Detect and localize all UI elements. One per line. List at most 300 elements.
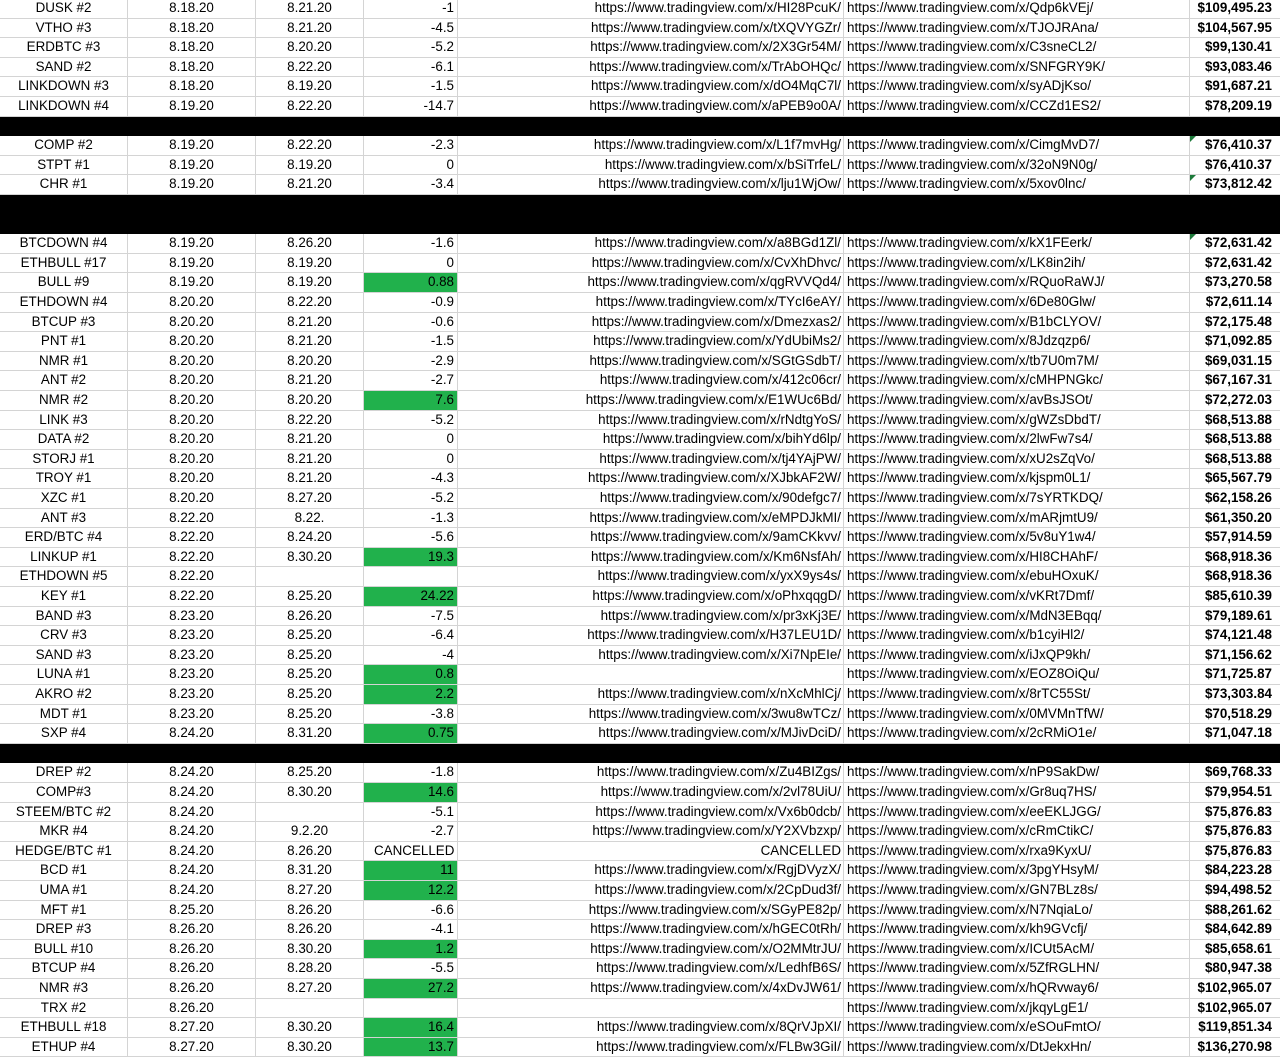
- exit-chart-link-cell[interactable]: https://www.tradingview.com/x/LK8in2ih/: [844, 254, 1190, 273]
- exit-chart-link-cell[interactable]: https://www.tradingview.com/x/GN7BLz8s/: [844, 881, 1190, 900]
- balance-cell[interactable]: $68,513.88: [1204, 431, 1272, 447]
- start-date-cell[interactable]: 8.22.20: [128, 548, 256, 567]
- table-row[interactable]: [0, 528, 1280, 548]
- exit-chart-link-cell[interactable]: https://www.tradingview.com/x/kjspm0L1/: [844, 469, 1190, 488]
- percent-change-cell[interactable]: 0: [364, 450, 458, 469]
- table-row[interactable]: [0, 685, 1280, 705]
- percent-change-cell[interactable]: 11: [364, 861, 458, 880]
- end-date-cell[interactable]: 8.21.20: [256, 0, 364, 18]
- start-date-cell[interactable]: 8.19.20: [128, 175, 256, 194]
- trade-name-cell[interactable]: DUSK #2: [0, 0, 128, 18]
- start-date-cell[interactable]: 8.18.20: [128, 58, 256, 77]
- trade-name-cell[interactable]: BULL #10: [0, 940, 128, 959]
- exit-chart-link-cell[interactable]: https://www.tradingview.com/x/nP9SakDw/: [844, 763, 1190, 782]
- exit-chart-link-cell[interactable]: https://www.tradingview.com/x/iJxQP9kh/: [844, 646, 1190, 665]
- exit-chart-link-cell[interactable]: https://www.tradingview.com/x/CimgMvD7/: [844, 136, 1190, 155]
- end-date-cell[interactable]: 8.20.20: [256, 391, 364, 410]
- table-row[interactable]: [0, 665, 1280, 685]
- exit-chart-link-cell[interactable]: https://www.tradingview.com/x/avBsJSOt/: [844, 391, 1190, 410]
- table-row[interactable]: [0, 0, 1280, 19]
- trade-name-cell[interactable]: BTCUP #4: [0, 959, 128, 978]
- percent-change-cell[interactable]: -5.2: [364, 38, 458, 57]
- entry-chart-link-cell[interactable]: https://www.tradingview.com/x/TrAbOHQc/: [458, 58, 844, 77]
- start-date-cell[interactable]: 8.23.20: [128, 685, 256, 704]
- start-date-cell[interactable]: 8.22.20: [128, 509, 256, 528]
- trade-name-cell[interactable]: ETHDOWN #5: [0, 567, 128, 586]
- balance-cell[interactable]: $88,261.62: [1204, 901, 1272, 917]
- end-date-cell[interactable]: 8.30.20: [256, 548, 364, 567]
- start-date-cell[interactable]: 8.26.20: [128, 999, 256, 1018]
- exit-chart-link-cell[interactable]: https://www.tradingview.com/x/8rTC55St/: [844, 685, 1190, 704]
- entry-chart-link-cell[interactable]: https://www.tradingview.com/x/SGyPE82p/: [458, 901, 844, 920]
- percent-change-cell[interactable]: -4.3: [364, 469, 458, 488]
- exit-chart-link-cell[interactable]: https://www.tradingview.com/x/xU2sZqVo/: [844, 450, 1190, 469]
- balance-cell[interactable]: $84,642.89: [1204, 921, 1272, 937]
- entry-chart-link-cell[interactable]: https://www.tradingview.com/x/aPEB9o0A/: [458, 97, 844, 116]
- percent-change-cell[interactable]: 14.6: [364, 783, 458, 802]
- start-date-cell[interactable]: 8.24.20: [128, 842, 256, 861]
- entry-chart-link-cell[interactable]: https://www.tradingview.com/x/Vx6b0dcb/: [458, 803, 844, 822]
- entry-chart-link-cell[interactable]: https://www.tradingview.com/x/tj4YAjPW/: [458, 450, 844, 469]
- trade-name-cell[interactable]: DREP #2: [0, 763, 128, 782]
- entry-chart-link-cell[interactable]: https://www.tradingview.com/x/rNdtgYoS/: [458, 411, 844, 430]
- table-row[interactable]: [0, 430, 1280, 450]
- trade-name-cell[interactable]: NMR #2: [0, 391, 128, 410]
- entry-chart-link-cell[interactable]: https://www.tradingview.com/x/nXcMhlCj/: [458, 685, 844, 704]
- end-date-cell[interactable]: [256, 803, 364, 822]
- percent-change-cell[interactable]: -2.7: [364, 371, 458, 390]
- entry-chart-link-cell[interactable]: https://www.tradingview.com/x/a8BGd1Zl/: [458, 234, 844, 253]
- end-date-cell[interactable]: 8.27.20: [256, 489, 364, 508]
- start-date-cell[interactable]: 8.26.20: [128, 920, 256, 939]
- end-date-cell[interactable]: 8.22.20: [256, 136, 364, 155]
- end-date-cell[interactable]: 8.25.20: [256, 665, 364, 684]
- trade-name-cell[interactable]: ERDBTC #3: [0, 38, 128, 57]
- percent-change-cell[interactable]: -4: [364, 646, 458, 665]
- balance-cell[interactable]: $104,567.95: [1197, 19, 1272, 35]
- percent-change-cell[interactable]: -0.9: [364, 293, 458, 312]
- table-row[interactable]: [0, 783, 1280, 803]
- trade-name-cell[interactable]: COMP #2: [0, 136, 128, 155]
- table-row[interactable]: [0, 352, 1280, 372]
- start-date-cell[interactable]: 8.20.20: [128, 313, 256, 332]
- trade-name-cell[interactable]: LINKUP #1: [0, 548, 128, 567]
- exit-chart-link-cell[interactable]: https://www.tradingview.com/x/Gr8uq7HS/: [844, 783, 1190, 802]
- percent-change-cell[interactable]: -6.1: [364, 58, 458, 77]
- balance-cell[interactable]: $57,914.59: [1204, 529, 1272, 545]
- start-date-cell[interactable]: 8.20.20: [128, 332, 256, 351]
- table-row[interactable]: [0, 763, 1280, 783]
- start-date-cell[interactable]: 8.18.20: [128, 38, 256, 57]
- exit-chart-link-cell[interactable]: https://www.tradingview.com/x/HI8CHAhF/: [844, 548, 1190, 567]
- percent-change-cell[interactable]: 13.7: [364, 1038, 458, 1057]
- entry-chart-link-cell[interactable]: https://www.tradingview.com/x/Y2XVbzxp/: [458, 822, 844, 841]
- entry-chart-link-cell[interactable]: https://www.tradingview.com/x/pr3xKj3E/: [458, 607, 844, 626]
- balance-cell[interactable]: $70,518.29: [1204, 705, 1272, 721]
- table-row[interactable]: [0, 861, 1280, 881]
- start-date-cell[interactable]: 8.26.20: [128, 940, 256, 959]
- end-date-cell[interactable]: 8.19.20: [256, 156, 364, 175]
- table-row[interactable]: [0, 332, 1280, 352]
- table-row[interactable]: [0, 58, 1280, 78]
- balance-cell[interactable]: $71,156.62: [1204, 646, 1272, 662]
- entry-chart-link-cell[interactable]: https://www.tradingview.com/x/Km6NsfAh/: [458, 548, 844, 567]
- entry-chart-link-cell[interactable]: https://www.tradingview.com/x/8QrVJpXI/: [458, 1018, 844, 1037]
- trade-name-cell[interactable]: MKR #4: [0, 822, 128, 841]
- trade-name-cell[interactable]: SXP #4: [0, 724, 128, 743]
- balance-cell[interactable]: $71,092.85: [1204, 333, 1272, 349]
- end-date-cell[interactable]: 8.25.20: [256, 587, 364, 606]
- percent-change-cell[interactable]: -4.5: [364, 19, 458, 38]
- exit-chart-link-cell[interactable]: https://www.tradingview.com/x/3pgYHsyM/: [844, 861, 1190, 880]
- balance-cell[interactable]: $68,513.88: [1204, 411, 1272, 427]
- end-date-cell[interactable]: 8.19.20: [256, 273, 364, 292]
- start-date-cell[interactable]: 8.23.20: [128, 607, 256, 626]
- trade-name-cell[interactable]: LUNA #1: [0, 665, 128, 684]
- balance-cell[interactable]: $109,495.23: [1197, 0, 1272, 15]
- balance-cell[interactable]: $72,631.42: [1190, 234, 1280, 253]
- start-date-cell[interactable]: 8.19.20: [128, 156, 256, 175]
- entry-chart-link-cell[interactable]: https://www.tradingview.com/x/2CpDud3f/: [458, 881, 844, 900]
- exit-chart-link-cell[interactable]: https://www.tradingview.com/x/EOZ8OiQu/: [844, 665, 1190, 684]
- exit-chart-link-cell[interactable]: https://www.tradingview.com/x/Qdp6kVEj/: [844, 0, 1190, 18]
- balance-cell[interactable]: $76,410.37: [1204, 156, 1272, 172]
- trade-name-cell[interactable]: SAND #2: [0, 58, 128, 77]
- end-date-cell[interactable]: 8.21.20: [256, 332, 364, 351]
- balance-cell[interactable]: $75,876.83: [1204, 803, 1272, 819]
- start-date-cell[interactable]: 8.24.20: [128, 724, 256, 743]
- start-date-cell[interactable]: 8.20.20: [128, 450, 256, 469]
- end-date-cell[interactable]: 8.24.20: [256, 528, 364, 547]
- entry-chart-link-cell[interactable]: https://www.tradingview.com/x/oPhxqqgD/: [458, 587, 844, 606]
- table-row[interactable]: [0, 371, 1280, 391]
- table-row[interactable]: [0, 940, 1280, 960]
- entry-chart-link-cell[interactable]: https://www.tradingview.com/x/TYcI6eAY/: [458, 293, 844, 312]
- start-date-cell[interactable]: 8.20.20: [128, 391, 256, 410]
- table-row[interactable]: [0, 77, 1280, 97]
- percent-change-cell[interactable]: -14.7: [364, 97, 458, 116]
- percent-change-cell[interactable]: 0.75: [364, 724, 458, 743]
- percent-change-cell[interactable]: -6.6: [364, 901, 458, 920]
- table-row[interactable]: [0, 38, 1280, 58]
- percent-change-cell[interactable]: 0.88: [364, 273, 458, 292]
- end-date-cell[interactable]: 8.30.20: [256, 940, 364, 959]
- start-date-cell[interactable]: 8.20.20: [128, 430, 256, 449]
- trade-name-cell[interactable]: AKRO #2: [0, 685, 128, 704]
- start-date-cell[interactable]: 8.20.20: [128, 371, 256, 390]
- balance-cell[interactable]: $68,918.36: [1204, 568, 1272, 584]
- trade-name-cell[interactable]: STPT #1: [0, 156, 128, 175]
- table-row[interactable]: [0, 626, 1280, 646]
- percent-change-cell[interactable]: [364, 999, 458, 1018]
- exit-chart-link-cell[interactable]: https://www.tradingview.com/x/b1cyiHl2/: [844, 626, 1190, 645]
- exit-chart-link-cell[interactable]: https://www.tradingview.com/x/5v8uY1w4/: [844, 528, 1190, 547]
- entry-chart-link-cell[interactable]: https://www.tradingview.com/x/Dmezxas2/: [458, 313, 844, 332]
- exit-chart-link-cell[interactable]: https://www.tradingview.com/x/C3sneCL2/: [844, 38, 1190, 57]
- start-date-cell[interactable]: 8.23.20: [128, 646, 256, 665]
- balance-cell[interactable]: $136,270.98: [1197, 1038, 1272, 1054]
- percent-change-cell[interactable]: -1.3: [364, 509, 458, 528]
- start-date-cell[interactable]: 8.24.20: [128, 881, 256, 900]
- end-date-cell[interactable]: 8.30.20: [256, 1038, 364, 1057]
- exit-chart-link-cell[interactable]: https://www.tradingview.com/x/TJOJRAna/: [844, 19, 1190, 38]
- entry-chart-link-cell[interactable]: [458, 999, 844, 1018]
- table-row[interactable]: [0, 1038, 1280, 1057]
- end-date-cell[interactable]: 8.22.20: [256, 293, 364, 312]
- percent-change-cell[interactable]: -4.1: [364, 920, 458, 939]
- start-date-cell[interactable]: 8.23.20: [128, 626, 256, 645]
- trade-name-cell[interactable]: BTCUP #3: [0, 313, 128, 332]
- entry-chart-link-cell[interactable]: https://www.tradingview.com/x/Zu4BIZgs/: [458, 763, 844, 782]
- entry-chart-link-cell[interactable]: https://www.tradingview.com/x/H37LEU1D/: [458, 626, 844, 645]
- end-date-cell[interactable]: 8.27.20: [256, 979, 364, 998]
- percent-change-cell[interactable]: -5.2: [364, 411, 458, 430]
- end-date-cell[interactable]: 8.21.20: [256, 469, 364, 488]
- percent-change-cell[interactable]: 24.22: [364, 587, 458, 606]
- table-row[interactable]: [0, 411, 1280, 431]
- exit-chart-link-cell[interactable]: https://www.tradingview.com/x/cMHPNGkc/: [844, 371, 1190, 390]
- start-date-cell[interactable]: 8.20.20: [128, 293, 256, 312]
- balance-cell[interactable]: $72,611.14: [1205, 294, 1272, 309]
- trade-name-cell[interactable]: COMP#3: [0, 783, 128, 802]
- balance-cell[interactable]: $73,270.58: [1204, 274, 1272, 290]
- exit-chart-link-cell[interactable]: https://www.tradingview.com/x/eSOuFmtO/: [844, 1018, 1190, 1037]
- entry-chart-link-cell[interactable]: https://www.tradingview.com/x/90defgc7/: [458, 489, 844, 508]
- percent-change-cell[interactable]: -5.6: [364, 528, 458, 547]
- end-date-cell[interactable]: 8.20.20: [256, 352, 364, 371]
- balance-cell[interactable]: $68,513.88: [1204, 450, 1272, 466]
- entry-chart-link-cell[interactable]: https://www.tradingview.com/x/bSiTrfeL/: [458, 156, 844, 175]
- entry-chart-link-cell[interactable]: https://www.tradingview.com/x/MJivDciD/: [458, 724, 844, 743]
- table-row[interactable]: [0, 607, 1280, 627]
- trade-name-cell[interactable]: MDT #1: [0, 705, 128, 724]
- start-date-cell[interactable]: 8.20.20: [128, 352, 256, 371]
- trade-name-cell[interactable]: ETHBULL #17: [0, 254, 128, 273]
- end-date-cell[interactable]: 8.25.20: [256, 685, 364, 704]
- trade-name-cell[interactable]: ERD/BTC #4: [0, 528, 128, 547]
- trade-name-cell[interactable]: ANT #3: [0, 509, 128, 528]
- end-date-cell[interactable]: 8.26.20: [256, 842, 364, 861]
- table-row[interactable]: [0, 293, 1280, 313]
- balance-cell[interactable]: $102,965.07: [1197, 980, 1272, 995]
- table-row[interactable]: [0, 920, 1280, 940]
- percent-change-cell[interactable]: 12.2: [364, 881, 458, 900]
- balance-cell[interactable]: $61,350.20: [1204, 509, 1272, 525]
- entry-chart-link-cell[interactable]: https://www.tradingview.com/x/SGtGSdbT/: [458, 352, 844, 371]
- table-row[interactable]: [0, 254, 1280, 274]
- start-date-cell[interactable]: 8.23.20: [128, 705, 256, 724]
- trade-name-cell[interactable]: DATA #2: [0, 430, 128, 449]
- balance-cell[interactable]: $119,851.34: [1198, 1019, 1272, 1035]
- exit-chart-link-cell[interactable]: https://www.tradingview.com/x/tb7U0m7M/: [844, 352, 1190, 371]
- start-date-cell[interactable]: 8.20.20: [128, 411, 256, 430]
- balance-cell[interactable]: $102,965.07: [1197, 999, 1272, 1015]
- balance-cell[interactable]: $74,121.48: [1204, 627, 1272, 643]
- table-row[interactable]: [0, 842, 1280, 862]
- entry-chart-link-cell[interactable]: https://www.tradingview.com/x/YdUbiMs2/: [458, 332, 844, 351]
- table-row[interactable]: [0, 19, 1280, 39]
- trade-name-cell[interactable]: PNT #1: [0, 332, 128, 351]
- end-date-cell[interactable]: 8.26.20: [256, 234, 364, 253]
- trade-name-cell[interactable]: NMR #3: [0, 979, 128, 998]
- trade-name-cell[interactable]: MFT #1: [0, 901, 128, 920]
- trade-name-cell[interactable]: ETHBULL #18: [0, 1018, 128, 1037]
- end-date-cell[interactable]: 8.21.20: [256, 430, 364, 449]
- exit-chart-link-cell[interactable]: https://www.tradingview.com/x/B1bCLYOV/: [844, 313, 1190, 332]
- exit-chart-link-cell[interactable]: https://www.tradingview.com/x/0MVMnTfW/: [844, 705, 1190, 724]
- start-date-cell[interactable]: 8.26.20: [128, 959, 256, 978]
- percent-change-cell[interactable]: 2.2: [364, 685, 458, 704]
- percent-change-cell[interactable]: 19.3: [364, 548, 458, 567]
- end-date-cell[interactable]: 8.25.20: [256, 646, 364, 665]
- entry-chart-link-cell[interactable]: https://www.tradingview.com/x/FLBw3GiI/: [458, 1038, 844, 1057]
- exit-chart-link-cell[interactable]: https://www.tradingview.com/x/cRmCtikC/: [844, 822, 1190, 841]
- entry-chart-link-cell[interactable]: https://www.tradingview.com/x/hGEC0tRh/: [458, 920, 844, 939]
- exit-chart-link-cell[interactable]: https://www.tradingview.com/x/32oN9N0g/: [844, 156, 1190, 175]
- end-date-cell[interactable]: 9.2.20: [256, 822, 364, 841]
- exit-chart-link-cell[interactable]: https://www.tradingview.com/x/jkqyLgE1/: [844, 999, 1190, 1018]
- balance-cell[interactable]: $85,610.39: [1204, 588, 1272, 603]
- trade-name-cell[interactable]: LINKDOWN #3: [0, 77, 128, 96]
- table-row[interactable]: [0, 646, 1280, 666]
- start-date-cell[interactable]: 8.24.20: [128, 822, 256, 841]
- trade-name-cell[interactable]: CRV #3: [0, 626, 128, 645]
- trade-name-cell[interactable]: UMA #1: [0, 881, 128, 900]
- exit-chart-link-cell[interactable]: https://www.tradingview.com/x/rxa9KyxU/: [844, 842, 1190, 861]
- table-row[interactable]: [0, 587, 1280, 607]
- percent-change-cell[interactable]: -2.9: [364, 352, 458, 371]
- end-date-cell[interactable]: 8.21.20: [256, 450, 364, 469]
- percent-change-cell[interactable]: -2.3: [364, 136, 458, 155]
- exit-chart-link-cell[interactable]: https://www.tradingview.com/x/ebuHOxuK/: [844, 567, 1190, 586]
- entry-chart-link-cell[interactable]: https://www.tradingview.com/x/eMPDJkMI/: [458, 509, 844, 528]
- trade-name-cell[interactable]: SAND #3: [0, 646, 128, 665]
- balance-cell[interactable]: $79,189.61: [1204, 607, 1272, 623]
- table-row[interactable]: [0, 881, 1280, 901]
- balance-cell[interactable]: $65,567.79: [1204, 470, 1272, 486]
- entry-chart-link-cell[interactable]: https://www.tradingview.com/x/L1f7mvHg/: [458, 136, 844, 155]
- trade-name-cell[interactable]: BCD #1: [0, 861, 128, 880]
- entry-chart-link-cell[interactable]: https://www.tradingview.com/x/O2MMtrJU/: [458, 940, 844, 959]
- balance-cell[interactable]: $62,158.26: [1204, 490, 1272, 505]
- percent-change-cell[interactable]: -1.5: [364, 77, 458, 96]
- entry-chart-link-cell[interactable]: https://www.tradingview.com/x/bihYd6lp/: [458, 430, 844, 449]
- percent-change-cell[interactable]: -7.5: [364, 607, 458, 626]
- entry-chart-link-cell[interactable]: https://www.tradingview.com/x/4xDvJW61/: [458, 979, 844, 998]
- trade-name-cell[interactable]: CHR #1: [0, 175, 128, 194]
- table-row[interactable]: [0, 1018, 1280, 1038]
- balance-cell[interactable]: $75,876.83: [1204, 842, 1272, 858]
- table-row[interactable]: [0, 901, 1280, 921]
- percent-change-cell[interactable]: -1.5: [364, 332, 458, 351]
- end-date-cell[interactable]: 8.22.20: [256, 58, 364, 77]
- balance-cell[interactable]: $68,918.36: [1204, 548, 1272, 564]
- end-date-cell[interactable]: 8.26.20: [256, 901, 364, 920]
- balance-cell[interactable]: $73,812.42: [1190, 175, 1280, 194]
- end-date-cell[interactable]: 8.20.20: [256, 38, 364, 57]
- exit-chart-link-cell[interactable]: https://www.tradingview.com/x/DtJekxHn/: [844, 1038, 1190, 1057]
- trade-name-cell[interactable]: VTHO #3: [0, 19, 128, 38]
- end-date-cell[interactable]: 8.21.20: [256, 19, 364, 38]
- entry-chart-link-cell[interactable]: [458, 665, 844, 684]
- end-date-cell[interactable]: 8.25.20: [256, 705, 364, 724]
- balance-cell[interactable]: $69,768.33: [1204, 764, 1272, 780]
- trade-name-cell[interactable]: BULL #9: [0, 273, 128, 292]
- start-date-cell[interactable]: 8.24.20: [128, 861, 256, 880]
- balance-cell[interactable]: $75,876.83: [1204, 823, 1272, 839]
- end-date-cell[interactable]: 8.30.20: [256, 1018, 364, 1037]
- percent-change-cell[interactable]: -1.6: [364, 234, 458, 253]
- table-row[interactable]: [0, 156, 1280, 176]
- percent-change-cell[interactable]: 27.2: [364, 979, 458, 998]
- exit-chart-link-cell[interactable]: https://www.tradingview.com/x/kh9GVcfj/: [844, 920, 1190, 939]
- start-date-cell[interactable]: 8.22.20: [128, 528, 256, 547]
- exit-chart-link-cell[interactable]: https://www.tradingview.com/x/6De80Glw/: [844, 293, 1190, 312]
- start-date-cell[interactable]: 8.27.20: [128, 1018, 256, 1037]
- percent-change-cell[interactable]: -2.7: [364, 822, 458, 841]
- table-row[interactable]: [0, 548, 1280, 568]
- entry-chart-link-cell[interactable]: https://www.tradingview.com/x/2X3Gr54M/: [458, 38, 844, 57]
- end-date-cell[interactable]: 8.27.20: [256, 881, 364, 900]
- entry-chart-link-cell[interactable]: https://www.tradingview.com/x/dO4MqC7l/: [458, 77, 844, 96]
- table-row[interactable]: [0, 175, 1280, 195]
- percent-change-cell[interactable]: -3.4: [364, 175, 458, 194]
- percent-change-cell[interactable]: 16.4: [364, 1018, 458, 1037]
- start-date-cell[interactable]: 8.19.20: [128, 273, 256, 292]
- exit-chart-link-cell[interactable]: https://www.tradingview.com/x/N7NqiaLo/: [844, 901, 1190, 920]
- trade-name-cell[interactable]: ANT #2: [0, 371, 128, 390]
- entry-chart-link-cell[interactable]: https://www.tradingview.com/x/tXQVYGZr/: [458, 19, 844, 38]
- end-date-cell[interactable]: 8.21.20: [256, 313, 364, 332]
- balance-cell[interactable]: $85,658.61: [1204, 940, 1272, 956]
- trade-name-cell[interactable]: STORJ #1: [0, 450, 128, 469]
- trade-name-cell[interactable]: LINK #3: [0, 411, 128, 430]
- table-row[interactable]: [0, 959, 1280, 979]
- entry-chart-link-cell[interactable]: https://www.tradingview.com/x/LedhfB6S/: [458, 959, 844, 978]
- exit-chart-link-cell[interactable]: https://www.tradingview.com/x/eeEKLJGG/: [844, 803, 1190, 822]
- end-date-cell[interactable]: 8.25.20: [256, 626, 364, 645]
- start-date-cell[interactable]: 8.24.20: [128, 783, 256, 802]
- percent-change-cell[interactable]: 1.2: [364, 940, 458, 959]
- entry-chart-link-cell[interactable]: https://www.tradingview.com/x/Xi7NpEIe/: [458, 646, 844, 665]
- start-date-cell[interactable]: 8.24.20: [128, 763, 256, 782]
- balance-cell[interactable]: $71,725.87: [1204, 666, 1272, 682]
- trade-name-cell[interactable]: LINKDOWN #4: [0, 97, 128, 116]
- exit-chart-link-cell[interactable]: https://www.tradingview.com/x/2cRMiO1e/: [844, 724, 1190, 743]
- start-date-cell[interactable]: 8.22.20: [128, 567, 256, 586]
- percent-change-cell[interactable]: -5.1: [364, 803, 458, 822]
- balance-cell[interactable]: $84,223.28: [1204, 862, 1272, 878]
- entry-chart-link-cell[interactable]: CANCELLED: [458, 842, 844, 861]
- trade-name-cell[interactable]: BTCDOWN #4: [0, 234, 128, 253]
- exit-chart-link-cell[interactable]: https://www.tradingview.com/x/hQRvway6/: [844, 979, 1190, 998]
- table-row[interactable]: [0, 97, 1280, 117]
- table-row[interactable]: [0, 822, 1280, 842]
- exit-chart-link-cell[interactable]: https://www.tradingview.com/x/CCZd1ES2/: [844, 97, 1190, 116]
- trade-name-cell[interactable]: NMR #1: [0, 352, 128, 371]
- entry-chart-link-cell[interactable]: https://www.tradingview.com/x/qgRVVQd4/: [458, 273, 844, 292]
- end-date-cell[interactable]: 8.21.20: [256, 175, 364, 194]
- entry-chart-link-cell[interactable]: https://www.tradingview.com/x/CvXhDhvc/: [458, 254, 844, 273]
- entry-chart-link-cell[interactable]: https://www.tradingview.com/x/lju1WjOw/: [458, 175, 844, 194]
- balance-cell[interactable]: $67,167.31: [1204, 372, 1272, 388]
- percent-change-cell[interactable]: -5.5: [364, 959, 458, 978]
- end-date-cell[interactable]: [256, 567, 364, 586]
- table-row[interactable]: [0, 489, 1280, 509]
- start-date-cell[interactable]: 8.27.20: [128, 1038, 256, 1057]
- table-row[interactable]: [0, 234, 1280, 254]
- table-row[interactable]: [0, 450, 1280, 470]
